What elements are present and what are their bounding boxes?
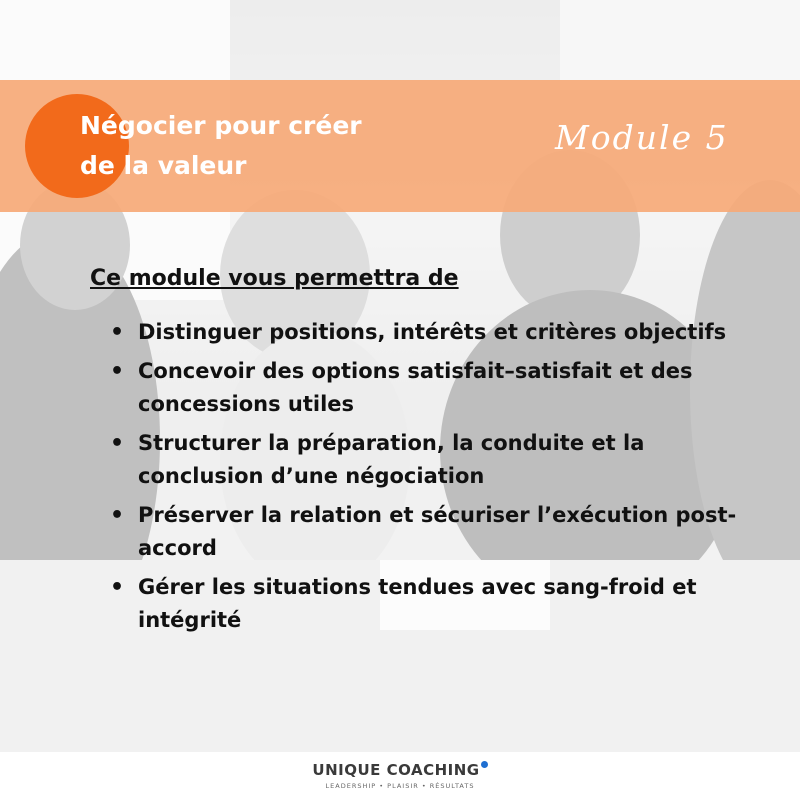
brand-logo [0,761,800,780]
module-number: Module 5 [555,118,729,157]
objectives-heading: Ce module vous permettra de [90,266,459,291]
brand-name: UNIQUE COACHING [312,761,480,779]
objective-item: • Concevoir des options satisfait–satisfait et des concessions utiles [110,355,750,421]
objective-item: • Distinguer positions, intérêts et critères objectifs [110,316,750,349]
objective-item: • Structurer la préparation, la conduite et la conclusion d’une négociation [110,427,750,493]
brand-tagline: LEADERSHIP • PLAISIR • RÉSULTATS [325,782,475,790]
objective-item: • Préserver la relation et sécuriser l’exécution post-accord [110,499,750,565]
module-title: Négocier pour créer de la valeur [80,111,362,180]
objectives-list [110,316,750,643]
brand-dot-icon [481,761,488,768]
objective-item: • Gérer les situations tendues avec sang-froid et intégrité [110,571,750,637]
